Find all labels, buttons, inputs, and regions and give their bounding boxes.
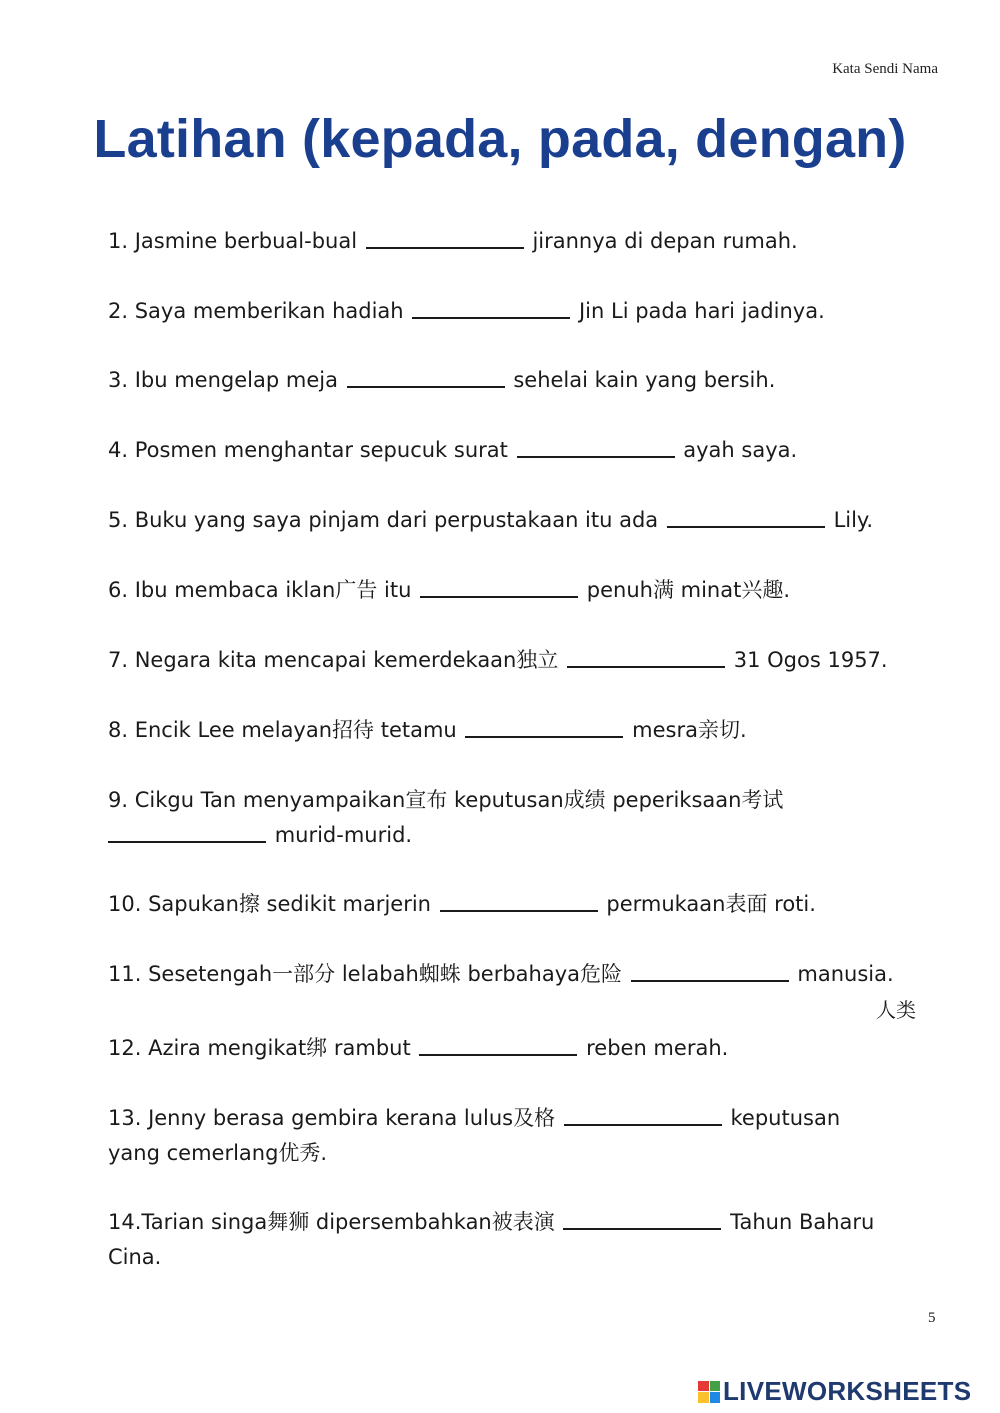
answer-blank-5[interactable]	[667, 506, 825, 528]
question-4: 4. Posmen menghantar sepucuk surat ayah saya.	[108, 438, 798, 462]
question-5: 5. Buku yang saya pinjam dari perpustakaan itu ada Lily.	[108, 508, 874, 532]
question-2: 2. Saya memberikan hadiah Jin Li pada hari jadinya.	[108, 299, 825, 323]
answer-blank-2[interactable]	[412, 297, 570, 319]
question-14: 14.Tarian singa舞狮 dipersembahkan被表演 Tahun Baharu Cina.	[108, 1210, 875, 1269]
question-11: 11. Sesetengah一部分 lelabah蜘蛛 berbahaya危险 manusia.	[108, 962, 894, 986]
question-6: 6. Ibu membaca iklan广告 itu penuh满 minat兴趣.	[108, 578, 791, 602]
logo-square-blue	[710, 1392, 721, 1403]
header-label: Kata Sendi Nama	[832, 61, 938, 77]
question-12: 12. Azira mengikat绑 rambut reben merah.	[108, 1036, 729, 1060]
logo-square-yellow	[698, 1392, 709, 1403]
liveworksheets-footer	[698, 1376, 971, 1407]
answer-blank-14[interactable]	[563, 1208, 721, 1230]
answer-blank-7[interactable]	[567, 646, 725, 668]
answer-blank-13[interactable]	[564, 1104, 722, 1126]
question-13: 13. Jenny berasa gembira kerana lulus及格 keputusan yang cemerlang优秀.	[108, 1106, 841, 1165]
page-number: 5	[928, 1310, 936, 1326]
answer-blank-1[interactable]	[366, 227, 524, 249]
translation-note: 人类	[876, 998, 916, 1022]
question-8: 8. Encik Lee melayan招待 tetamu mesra亲切.	[108, 718, 747, 742]
logo-square-green	[710, 1381, 721, 1392]
question-1: 1. Jasmine berbual-bual jirannya di depan rumah.	[108, 229, 798, 253]
liveworksheets-brand: LIVEWORKSHEETS	[723, 1376, 972, 1406]
liveworksheets-logo-icon	[698, 1381, 720, 1403]
answer-blank-6[interactable]	[420, 576, 578, 598]
answer-blank-12[interactable]	[419, 1034, 577, 1056]
question-10: 10. Sapukan擦 sedikit marjerin permukaan表面 roti.	[108, 892, 816, 916]
answer-blank-3[interactable]	[347, 366, 505, 388]
answer-blank-10[interactable]	[440, 890, 598, 912]
answer-blank-9[interactable]	[108, 821, 266, 843]
question-9: 9. Cikgu Tan menyampaikan宣布 keputusan成绩 peperiksaan考试 murid-murid.	[108, 788, 784, 847]
question-3: 3. Ibu mengelap meja sehelai kain yang bersih.	[108, 368, 776, 392]
answer-blank-4[interactable]	[517, 436, 675, 458]
question-7: 7. Negara kita mencapai kemerdekaan独立 31 Ogos 1957.	[108, 648, 888, 672]
answer-blank-8[interactable]	[465, 716, 623, 738]
logo-square-red	[698, 1381, 709, 1392]
page-title: Latihan (kepada, pada, dengan)	[93, 109, 907, 169]
answer-blank-11[interactable]	[631, 960, 789, 982]
